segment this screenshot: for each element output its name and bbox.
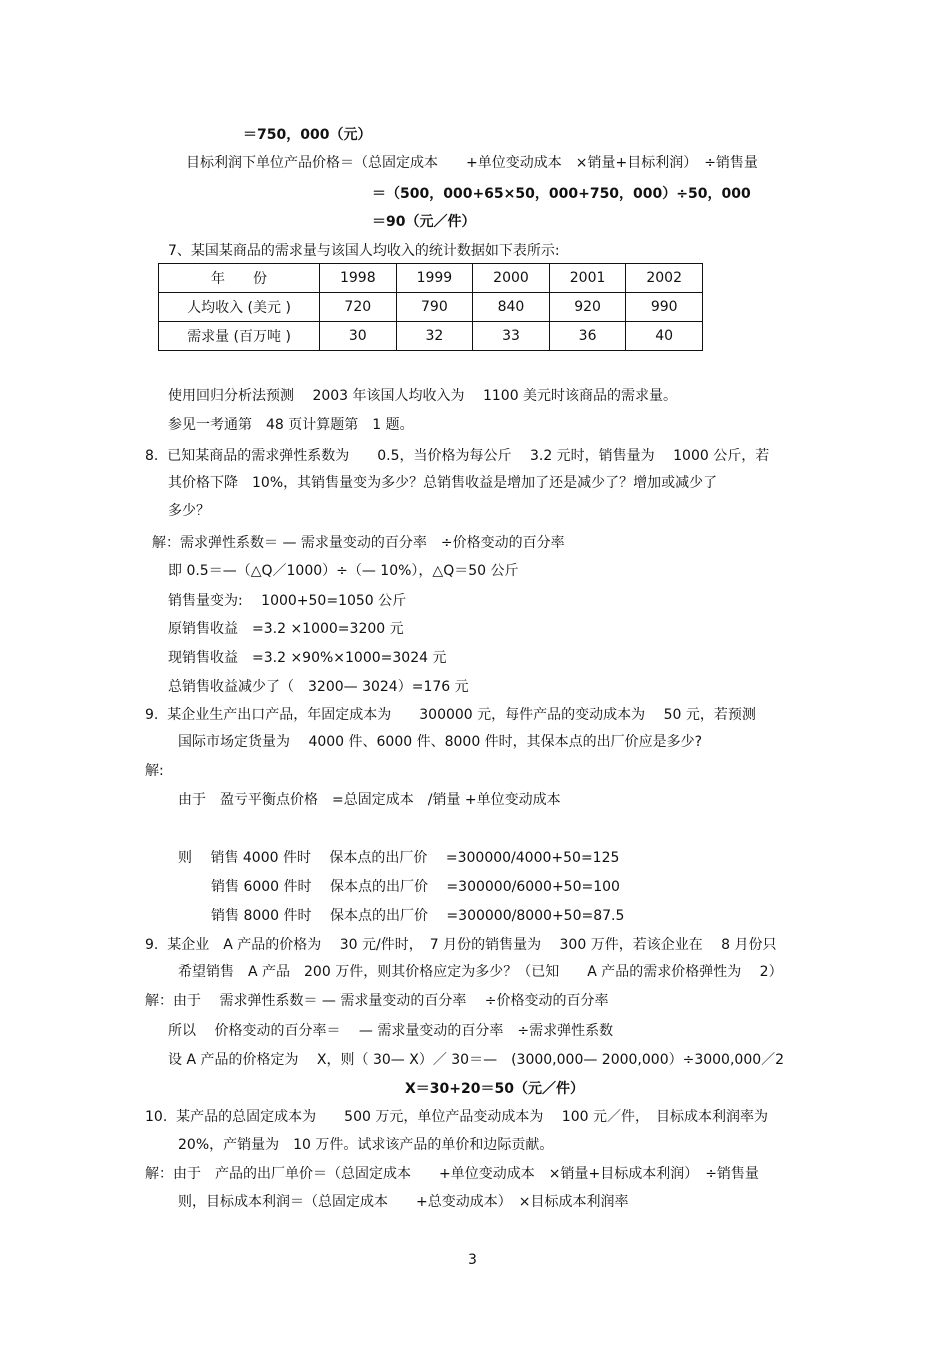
table-cell: 需求量 (百万吨 ) — [159, 322, 320, 351]
question-8: 8. 已知某商品的需求弹性系数为 0.5，当价格为每公斤 3.2 元时，销售量为 1000 公斤，若 — [145, 448, 770, 464]
text-line: 目标利润下单位产品价格＝（总固定成本 +单位变动成本 ×销量+目标利润） ÷销售量 — [186, 155, 758, 171]
table-cell: 2000 — [473, 264, 550, 293]
table-cell: 32 — [396, 322, 473, 351]
table-cell: 人均收入 (美元 ) — [159, 293, 320, 322]
solution-line: 解：由于 需求弹性系数＝ — 需求量变动的百分率 ÷价格变动的百分率 — [145, 993, 609, 1009]
solution-line: 解：由于 产品的出厂单价＝（总固定成本 +单位变动成本 ×销量+目标成本利润） ÷销售量 — [145, 1166, 759, 1182]
table-cell: 790 — [396, 293, 473, 322]
solution-label: 解: — [145, 763, 164, 779]
text-line: 使用回归分析法预测 2003 年该国人均收入为 1100 美元时该商品的需求量。 — [168, 388, 678, 404]
question-10: 10. 某产品的总固定成本为 500 万元，单位产品变动成本为 100 元／件， 目标成本利润率为 — [145, 1109, 768, 1125]
question-9b: 9. 某企业 A 产品的价格为 30 元/件时， 7 月份的销售量为 300 万件，若该企业在 8 月份只 — [145, 937, 777, 953]
text-line: ＝750，000（元） — [243, 127, 372, 143]
text-line: 参见一考通第 48 页计算题第 1 题。 — [168, 417, 414, 433]
text-line: 销售 6000 件时 保本点的出厂价 =300000/6000+50=100 — [211, 879, 620, 895]
table-cell: 年 份 — [159, 264, 320, 293]
table-cell: 2001 — [549, 264, 626, 293]
text-line: 设 A 产品的价格定为 X，则（ 30— X）／ 30＝— (3000,000— 2000,000）÷3000,000／2 — [168, 1052, 785, 1068]
text-line: ＝90（元／件） — [372, 214, 476, 230]
text-line: 由于 盈亏平衡点价格 =总固定成本 /销量 +单位变动成本 — [178, 792, 561, 808]
text-line: 销售 8000 件时 保本点的出厂价 =300000/8000+50=87.5 — [211, 908, 625, 924]
table-cell: 990 — [626, 293, 703, 322]
text-line: 则 销售 4000 件时 保本点的出厂价 =300000/4000+50=125 — [178, 850, 620, 866]
text-line: 其价格下降 10%，其销售量变为多少？总销售收益是增加了还是减少了？增加或减少了 — [168, 475, 718, 491]
text-line: 即 0.5＝—（△Q／1000）÷（— 10%），△Q＝50 公斤 — [168, 563, 519, 579]
text-line: 现销售收益 =3.2 ×90%×1000=3024 元 — [168, 650, 447, 666]
text-line: 7、某国某商品的需求量与该国人均收入的统计数据如下表所示: — [168, 243, 560, 259]
page-number: 3 — [468, 1252, 477, 1268]
text-line: 国际市场定货量为 4000 件、6000 件、8000 件时，其保本点的出厂价应是多少? — [178, 734, 703, 750]
table-cell: 1998 — [320, 264, 397, 293]
solution-line: 解：需求弹性系数＝ — 需求量变动的百分率 ÷价格变动的百分率 — [152, 535, 565, 551]
text-line: 销售量变为: 1000+50=1050 公斤 — [168, 593, 407, 609]
text-line: ＝（500，000+65×50，000+750，000）÷50，000 — [372, 186, 751, 202]
table-row — [159, 293, 703, 322]
table-cell: 2002 — [626, 264, 703, 293]
text-line: 原销售收益 =3.2 ×1000=3200 元 — [168, 621, 404, 637]
data-table — [158, 263, 703, 351]
table-row — [159, 264, 703, 293]
table-cell: 40 — [626, 322, 703, 351]
text-line: 总销售收益减少了（ 3200— 3024）=176 元 — [168, 679, 469, 695]
text-line: 所以 价格变动的百分率＝ — 需求量变动的百分率 ÷需求弹性系数 — [168, 1023, 614, 1039]
text-line: 希望销售 A 产品 200 万件，则其价格应定为多少？（已知 A 产品的需求价格弹性为 2） — [178, 964, 783, 980]
text-line: X＝30+20＝50（元／件） — [405, 1081, 584, 1097]
table-cell: 36 — [549, 322, 626, 351]
table-cell: 920 — [549, 293, 626, 322]
text-line: 则，目标成本利润＝（总固定成本 +总变动成本） ×目标成本利润率 — [178, 1194, 629, 1210]
table-cell: 840 — [473, 293, 550, 322]
table-cell: 720 — [320, 293, 397, 322]
text-line: 20%，产销量为 10 万件。试求该产品的单价和边际贡献。 — [178, 1137, 554, 1153]
table-cell: 30 — [320, 322, 397, 351]
text-line: 多少？ — [168, 503, 210, 519]
table-cell: 33 — [473, 322, 550, 351]
question-9: 9. 某企业生产出口产品，年固定成本为 300000 元，每件产品的变动成本为 50 元，若预测 — [145, 707, 756, 723]
table-cell: 1999 — [396, 264, 473, 293]
table-row — [159, 322, 703, 351]
